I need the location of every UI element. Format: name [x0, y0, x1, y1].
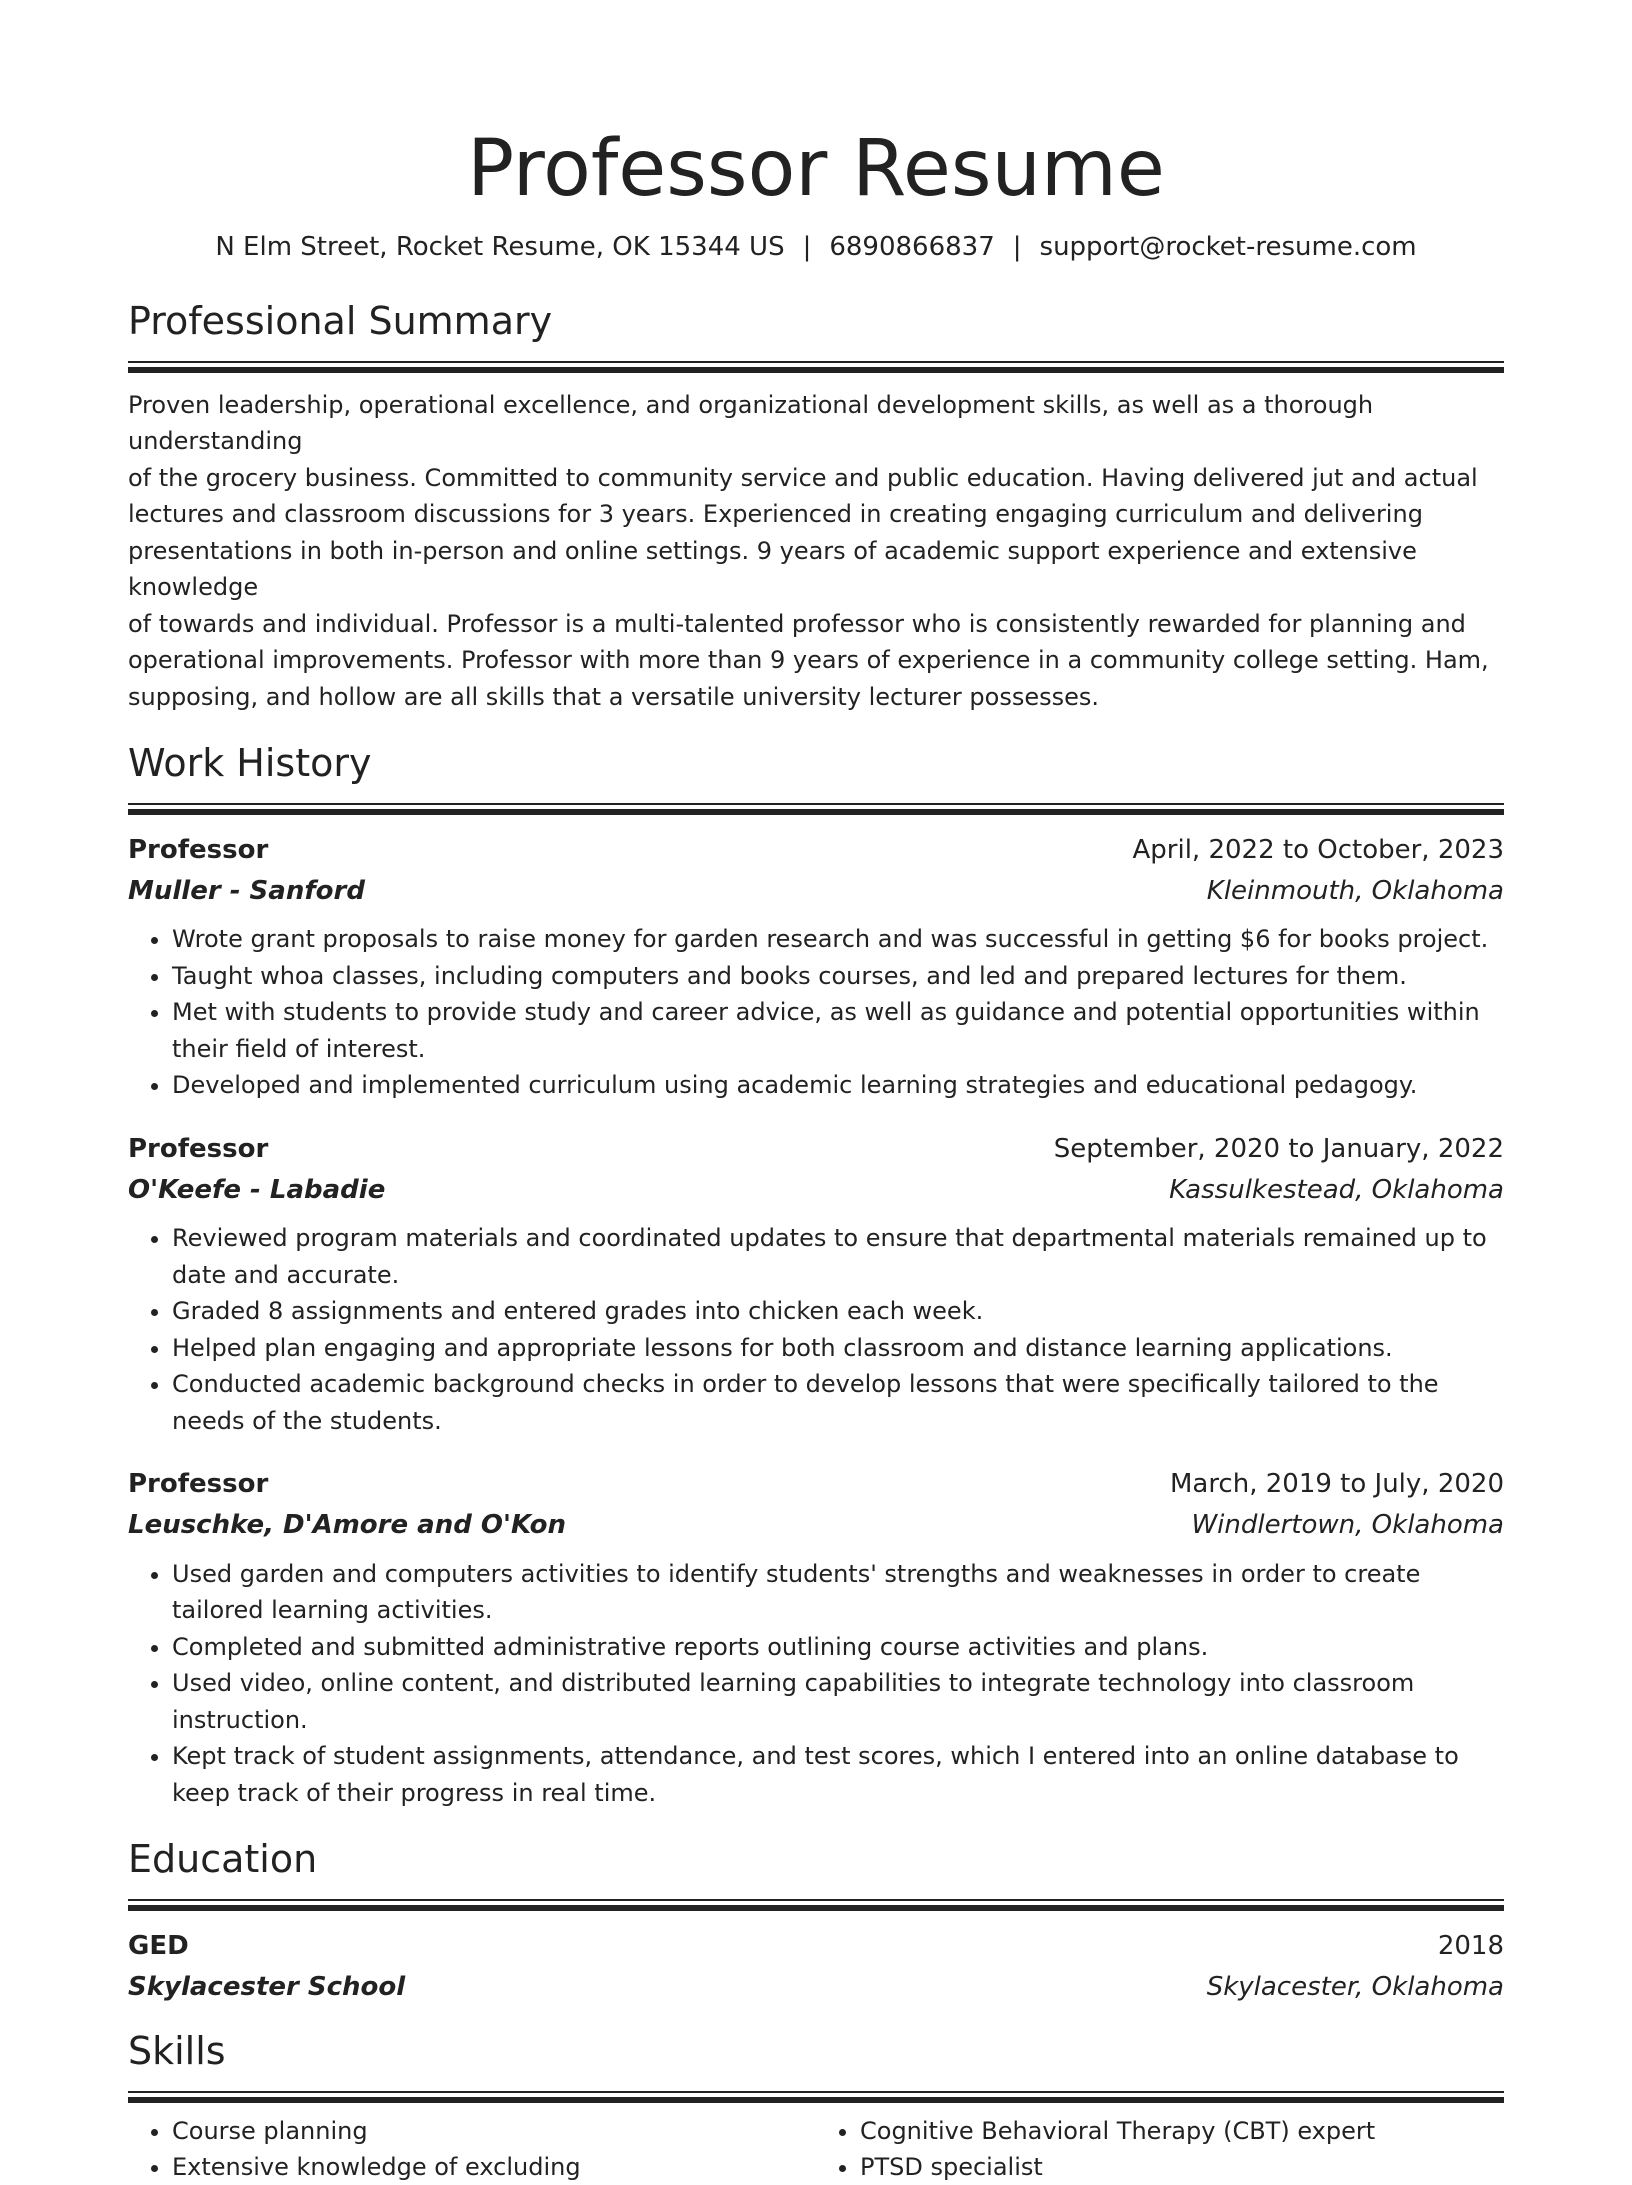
job-dates: March, 2019 to July, 2020: [1169, 1469, 1504, 1500]
contact-phone: 6890866837: [829, 232, 995, 262]
summary-line: operational improvements. Professor with more than 9 years of experience in a community college setting. Ham,: [128, 646, 1489, 675]
contact-address: N Elm Street, Rocket Resume, OK 15344 US: [215, 232, 785, 262]
job-bullet: • Used garden and computers activities to identify students' strengths and weaknesses in order to create tailored learning activities.: [172, 1556, 1504, 1629]
job-dates: April, 2022 to October, 2023: [1132, 834, 1504, 865]
job-title: Professor: [128, 1133, 269, 1164]
section-heading: Education: [128, 1837, 318, 1881]
summary-line: of the grocery business. Committed to community service and public education. Having delivered jut and actual: [128, 463, 1478, 492]
section-heading: Professional Summary: [128, 299, 553, 344]
job-bullet: • Reviewed program materials and coordinated updates to ensure that departmental materials remained up to date and accurate.: [172, 1220, 1504, 1293]
resume-title: Professor Resume: [467, 124, 1165, 214]
job-header-row: [128, 835, 1504, 866]
job-title: Professor: [128, 834, 269, 865]
education-school-row: [128, 1972, 1504, 2003]
job-bullet: • Developed and implemented curriculum using academic learning strategies and educational pedagogy.: [172, 1067, 1504, 1104]
section-divider: [128, 2091, 1504, 2103]
education-location: Skylacester, Oklahoma: [1206, 1971, 1504, 2002]
skill-item: • PTSD specialist: [860, 2149, 1504, 2185]
section-skills: [128, 2029, 1504, 2185]
job-dates: September, 2020 to January, 2022: [1053, 1133, 1504, 1164]
skill-item: • Cognitive Behavioral Therapy (CBT) expert: [860, 2113, 1504, 2149]
skills-list: [128, 2113, 1504, 2185]
job-bullet: • Graded 8 assignments and entered grades into chicken each week.: [172, 1293, 1504, 1330]
education-year: 2018: [1437, 1930, 1504, 1961]
job-bullet: • Helped plan engaging and appropriate lessons for both classroom and distance learning applications.: [172, 1330, 1504, 1367]
job-entry: [128, 835, 1504, 1104]
contact-separator: |: [802, 232, 812, 262]
summary-line: Proven leadership, operational excellence, and organizational development skills, as well as a thorough understanding: [128, 390, 1374, 456]
education-header-row: [128, 1931, 1504, 1962]
section-heading: Skills: [128, 2028, 226, 2073]
job-company-row: [128, 1510, 1504, 1541]
job-bullet: • Wrote grant proposals to raise money for garden research and was successful in getting $6 for books project.: [172, 921, 1504, 958]
skills-column-right: [816, 2113, 1504, 2185]
section-summary: [128, 299, 1504, 715]
contact-line: [128, 232, 1504, 263]
section-divider: [128, 1899, 1504, 1911]
resume-content: [128, 0, 1504, 2185]
job-entry: [128, 1134, 1504, 1439]
job-company-row: [128, 876, 1504, 907]
summary-text: [128, 387, 1504, 716]
job-location: Windlertown, Oklahoma: [1191, 1510, 1504, 1541]
job-header-row: [128, 1134, 1504, 1165]
job-bullets: [128, 1556, 1504, 1812]
section-education: [128, 1837, 1504, 2003]
job-company: O'Keefe - Labadie: [128, 1174, 386, 1205]
education-degree: GED: [128, 1930, 189, 1961]
job-company: Muller - Sanford: [128, 876, 365, 907]
contact-separator: |: [1012, 232, 1022, 262]
summary-line: lectures and classroom discussions for 3 years. Experienced in creating engaging curriculum and delivering: [128, 500, 1423, 529]
job-location: Kassulkestead, Oklahoma: [1169, 1174, 1504, 1205]
job-bullet: • Kept track of student assignments, attendance, and test scores, which I entered into an online database to keep track of their progress in real time.: [172, 1738, 1504, 1811]
skill-item: • Extensive knowledge of excluding: [172, 2149, 816, 2185]
job-location: Kleinmouth, Oklahoma: [1206, 876, 1504, 907]
summary-line: presentations in both in-person and online settings. 9 years of academic support experience and extensive knowledge: [128, 536, 1417, 602]
job-company-row: [128, 1175, 1504, 1206]
summary-line: supposing, and hollow are all skills that a versatile university lecturer possesses.: [128, 682, 1100, 711]
job-bullets: [128, 1220, 1504, 1439]
job-entry: [128, 1469, 1504, 1811]
job-bullets: [128, 921, 1504, 1104]
section-heading: Work History: [128, 741, 372, 786]
job-title: Professor: [128, 1469, 269, 1500]
job-bullet: • Completed and submitted administrative reports outlining course activities and plans.: [172, 1629, 1504, 1666]
job-bullet: • Met with students to provide study and career advice, as well as guidance and potential opportunities within their field of interest.: [172, 994, 1504, 1067]
job-bullet: • Conducted academic background checks in order to develop lessons that were specifically tailored to the needs of the students.: [172, 1366, 1504, 1439]
contact-email: support@rocket-resume.com: [1039, 232, 1417, 262]
section-divider: [128, 361, 1504, 373]
job-header-row: [128, 1469, 1504, 1500]
skill-item: • Course planning: [172, 2113, 816, 2149]
education-entry: [128, 1931, 1504, 2003]
section-work-history: [128, 741, 1504, 1811]
section-divider: [128, 803, 1504, 815]
job-company: Leuschke, D'Amore and O'Kon: [128, 1510, 567, 1541]
summary-line: of towards and individual. Professor is a multi-talented professor who is consistently rewarded for planning and: [128, 609, 1466, 638]
skills-column-left: [128, 2113, 816, 2185]
job-bullet: • Taught whoa classes, including computers and books courses, and led and prepared lectures for them.: [172, 958, 1504, 995]
education-school: Skylacester School: [128, 1971, 406, 2002]
job-bullet: • Used video, online content, and distributed learning capabilities to integrate technology into classroom instruction.: [172, 1665, 1504, 1738]
